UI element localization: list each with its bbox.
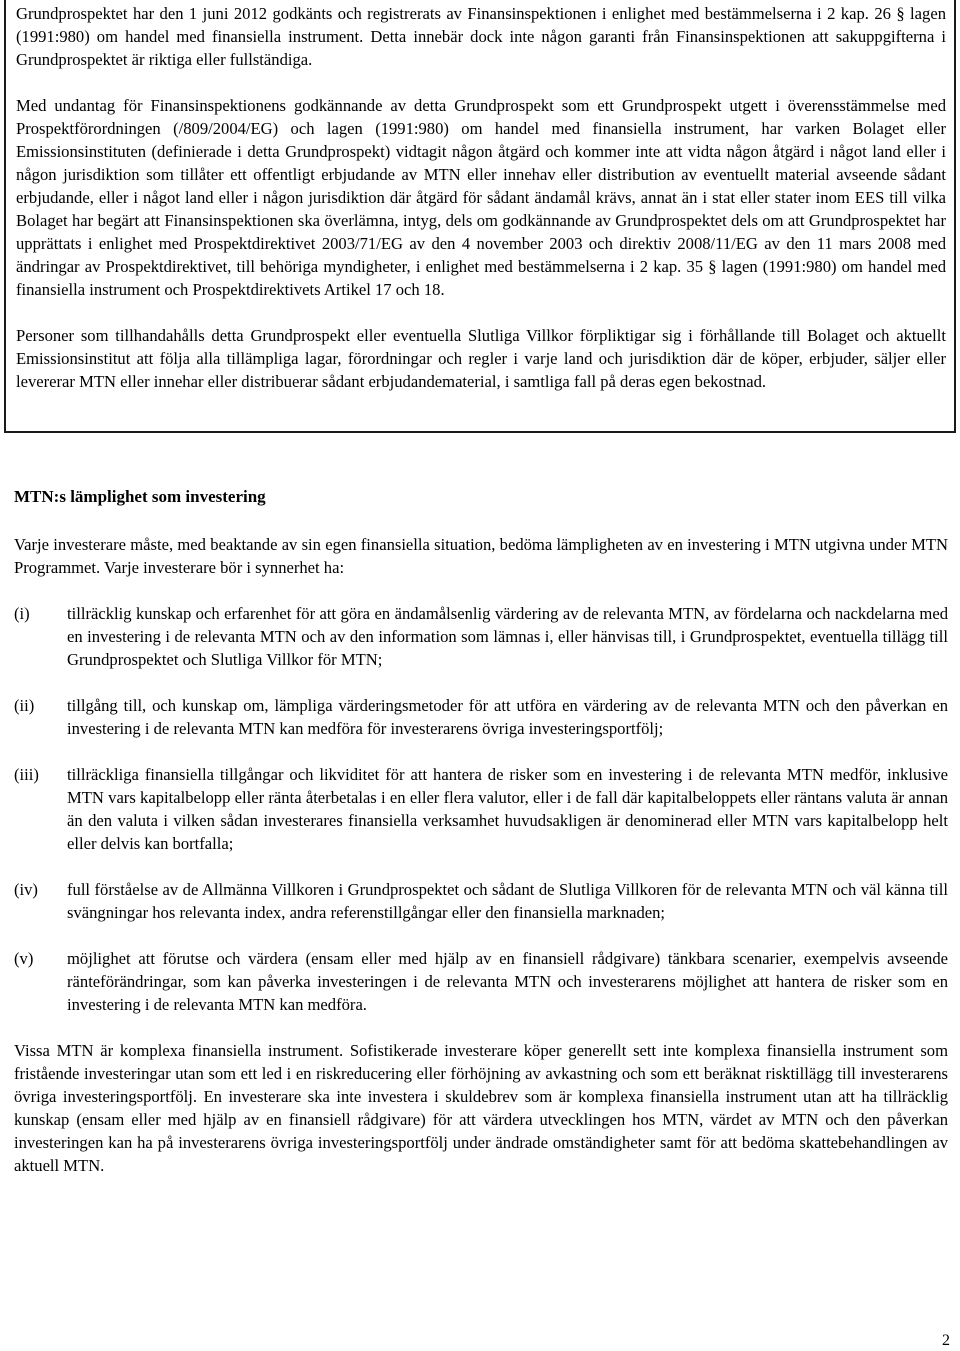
list-item-marker: (i)	[14, 604, 30, 623]
notice-paragraph-compliance: Personer som tillhandahålls detta Grundprospekt eller eventuella Slutliga Villkor förpliktigar sig i förhållande till Bolaget och aktuellt Emissionsinstitut att följa alla tillämpliga lagar, förordningar och regler i varje land och jurisdiktion där de köper, erbjuder, säljer eller levererar MTN eller innehar eller distribuerar sådant erbjudandematerial, i samtliga fall på deras egen bekostnad.	[16, 326, 946, 391]
closing-paragraph: Vissa MTN är komplexa finansiella instrument. Sofistikerade investerare köper generellt sett inte komplexa finansiella instrument som fristående investeringar utan som ett led i en riskreducering eller förhöjning av avkastning och som ett beräknat risktillägg till investerarens övriga investeringsportfölj. En investerare ska inte investera i skuldebrev som är komplexa finansiella instrument utan att ha tillräcklig kunskap (ensam eller med hjälp av en finansiell rådgivare) för att värdera utvecklingen hos MTN, värdet av MTN och den påverkan investeringen kan ha på investerarens övriga investeringsportfölj under ändrade omständigheter samt för att bedöma skattebehandlingen av aktuell MTN.	[14, 1041, 948, 1175]
list-item-text: tillräcklig kunskap och erfarenhet för att göra en ändamålsenlig värdering av de relevanta MTN, av fördelarna och nackdelarna med en investering i de relevanta MTN och av den information som lämnas i, eller hänvisas till, i Grundprospektet, eventuella tillägg till Grundprospektet och Slutliga Villkor för MTN;	[67, 604, 948, 669]
regulatory-notice-box	[4, 0, 956, 433]
list-item-marker: (iii)	[14, 765, 39, 784]
list-item-marker: (v)	[14, 949, 34, 968]
suitability-section	[14, 484, 948, 1177]
list-item-text: möjlighet att förutse och värdera (ensam eller med hjälp av en finansiell rådgivare) tänkbara scenarier, exempelvis avseende ränteförändringar, som kan påverka investeringen i de relevanta MTN och investerarens möjlighet att hantera de risker som en investering i de relevanta MTN kan medföra.	[67, 949, 948, 1014]
list-item-marker: (iv)	[14, 880, 38, 899]
list-item-text: tillgång till, och kunskap om, lämpliga värderingsmetoder för att utföra en värdering av de relevanta MTN och den påverkan en investering i de relevanta MTN kan medföra för investerarens övriga investeringsportfölj;	[67, 696, 948, 738]
list-item	[14, 694, 948, 740]
list-item-text: tillräckliga finansiella tillgångar och likviditet för att hantera de risker som en investering i de relevanta MTN medför, inklusive MTN vars kapitalbelopp eller ränta återbetalas i en eller flera valutor, eller i de fall där kapitalbeloppets eller räntans valuta är annan än den valuta i vilken sådan investerares finansiella verksamhet huvudsakligen är denominerad eller MTN vars kapitalbelopp helt eller delvis kan bortfalla;	[67, 765, 948, 853]
page-number: 2	[942, 1332, 950, 1349]
notice-paragraph-offering-restrictions: Med undantag för Finansinspektionens godkännande av detta Grundprospekt som ett Grundprospekt utgett i överensstämmelse med Prospektförordningen (/809/2004/EG) och lagen (1991:980) om handel med finansiella instrument, har varken Bolaget eller Emissionsinstituten (definierade i detta Grundprospekt) vidtagit någon åtgärd och kommer inte att vidta någon åtgärd i något land eller i någon jurisdiktion som tillåter ett offentligt erbjudande av MTN eller innehav eller distribution av eventuellt material avseende sådant erbjudande, eller i något land eller i någon jurisdiktion där åtgärd för sådant ändamål krävs, annat än i stat eller stater inom EES till vilka Bolaget har begärt att Finansinspektionen ska överlämna, intyg, dels om godkännande av Grundprospektet dels om att Grundprospektet har upprättats i enlighet med Prospektdirektivet 2003/71/EG av den 4 november 2003 och direktiv 2008/11/EG av den 11 mars 2008 med ändringar av Prospektdirektivet, till behöriga myndigheter, i enlighet med bestämmelserna i 2 kap. 35 § lagen (1991:980) om handel med finansiella instrument och Prospektdirektivets Artikel 17 och 18.	[16, 96, 946, 299]
list-item	[14, 763, 948, 855]
list-item	[14, 947, 948, 1016]
section-heading: MTN:s lämplighet som investering	[14, 487, 266, 506]
list-item-marker: (ii)	[14, 696, 35, 715]
list-item-text: full förståelse av de Allmänna Villkoren i Grundprospektet och sådant de Slutliga Villkoren för de relevanta MTN och väl känna till svängningar hos relevanta index, andra referenstillgångar eller den finansiella marknaden;	[67, 880, 948, 922]
notice-paragraph-approval: Grundprospektet har den 1 juni 2012 godkänts och registrerats av Finansinspektionen i enlighet med bestämmelserna i 2 kap. 26 § lagen (1991:980) om handel med finansiella instrument. Detta innebär dock inte någon garanti från Finansinspektionen att sakuppgifterna i Grundprospektet är riktiga eller fullständiga.	[16, 4, 946, 69]
list-item	[14, 878, 948, 924]
requirements-list	[14, 602, 948, 1016]
list-item	[14, 602, 948, 671]
section-intro: Varje investerare måste, med beaktande av sin egen finansiella situation, bedöma lämpligheten av en investering i MTN utgivna under MTN Programmet. Varje investerare bör i synnerhet ha:	[14, 535, 948, 577]
